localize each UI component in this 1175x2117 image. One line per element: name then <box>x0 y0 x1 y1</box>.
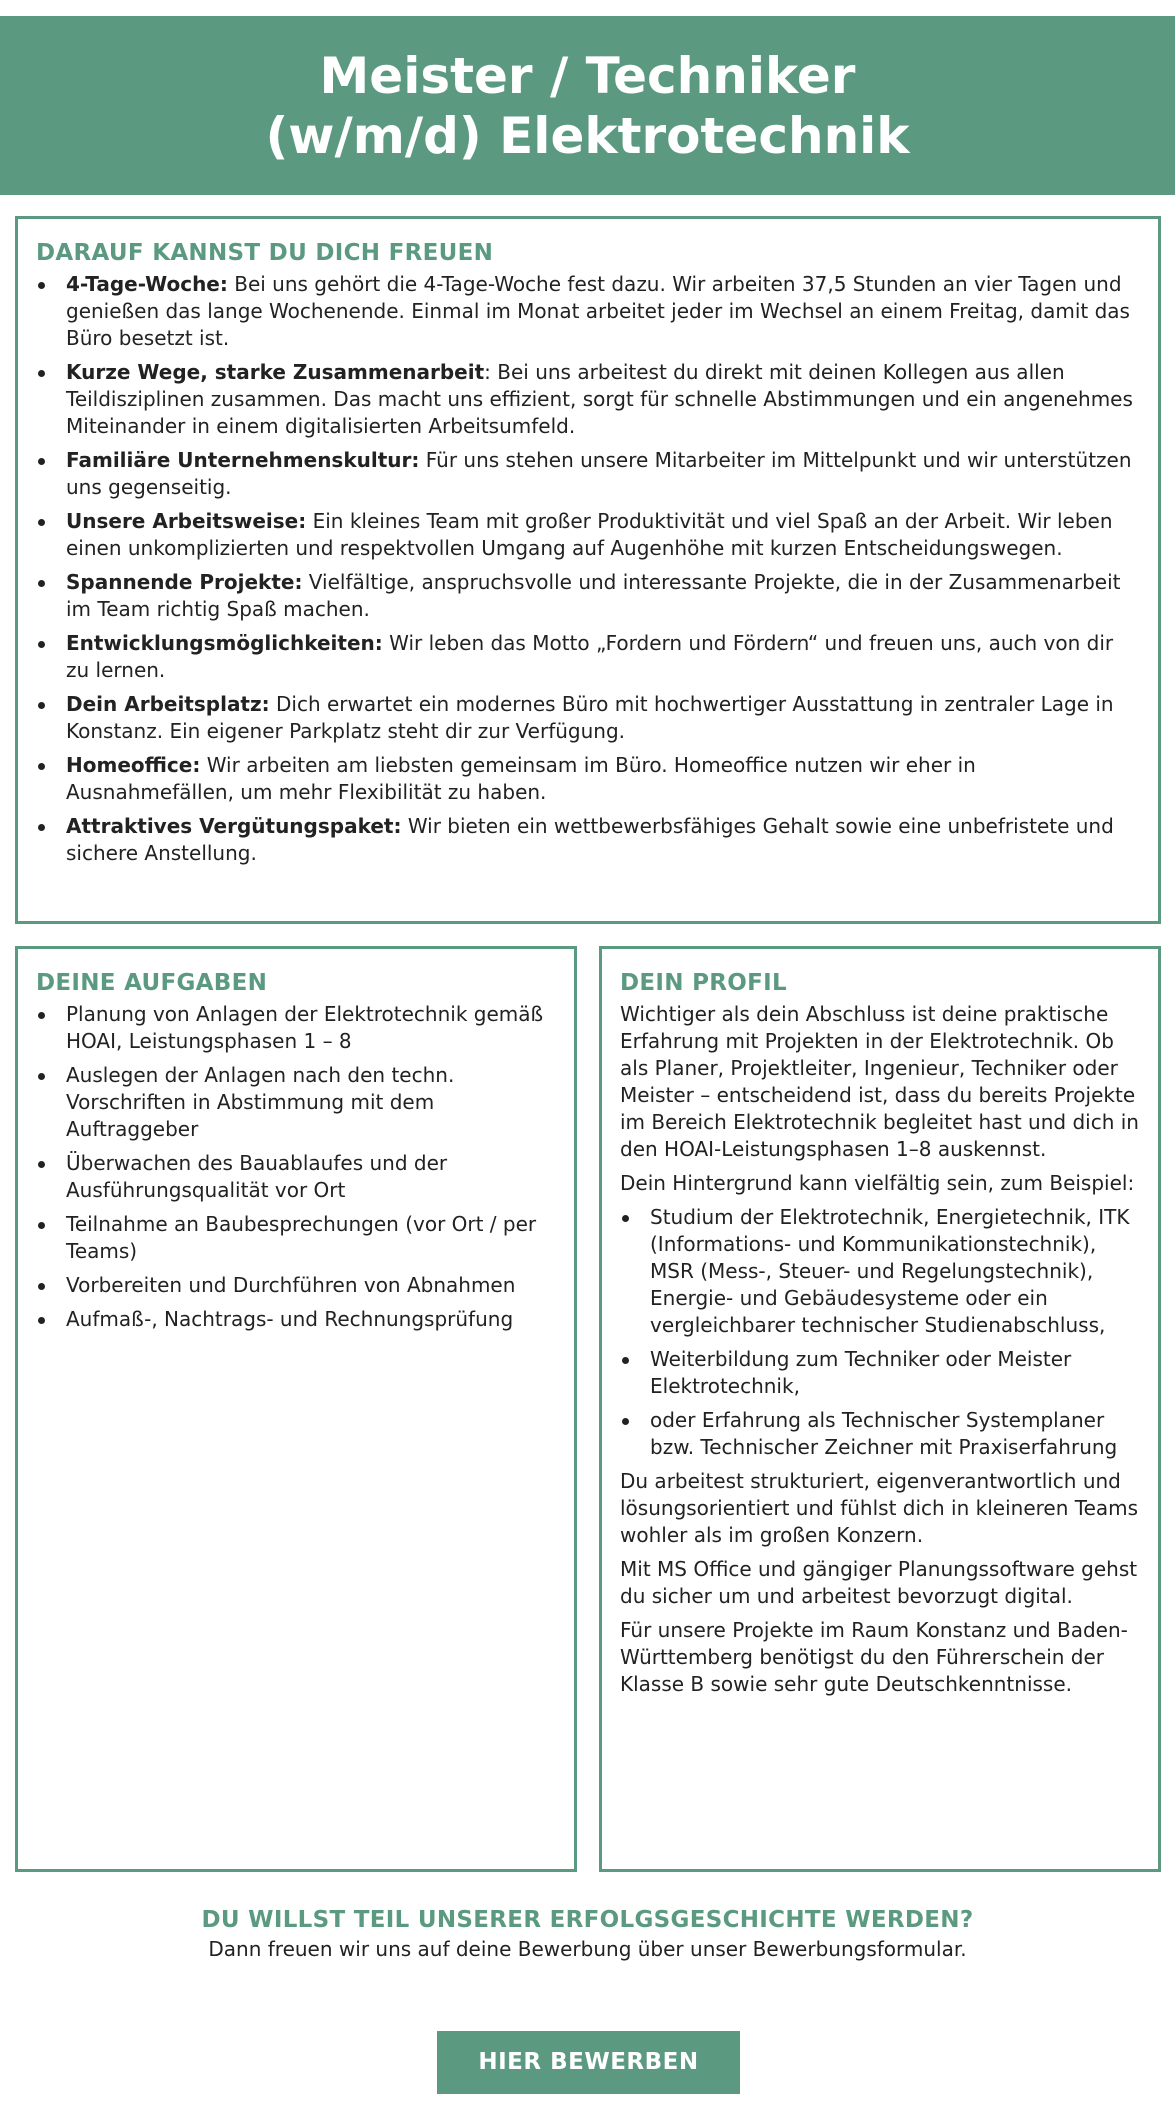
task-item: Planung von Anlagen der Elektrotechnik gemäß HOAI, Leistungsphasen 1 – 8 <box>36 1001 556 1055</box>
task-item: Auslegen der Anlagen nach den techn. Vorschriften in Abstimmung mit dem Auftraggeber <box>36 1062 556 1143</box>
task-item: Überwachen des Bauablaufes und der Ausführungsqualität vor Ort <box>36 1150 556 1204</box>
profile-list <box>620 1204 1140 1461</box>
benefit-item: Dein Arbeitsplatz: Dich erwartet ein modernes Büro mit hochwertiger Ausstattung in zentraler Lage in Konstanz. Ein eigener Parkplatz steht dir zur Verfügung. <box>36 691 1140 745</box>
benefit-item: Homeoffice: Wir arbeiten am liebsten gemeinsam im Büro. Homeoffice nutzen wir eher in Ausnahmefällen, um mehr Flexibilität zu haben. <box>36 752 1140 806</box>
profile-intro: Wichtiger als dein Abschluss ist deine praktische Erfahrung mit Projekten in der Elektrotechnik. Ob als Planer, Projektleiter, Ingenieur, Techniker oder Meister – entscheidend ist, dass du bereits Projekte im Bereich Elektrotechnik begleitet hast und dich in den HOAI-Leistungsphasen 1–8 auskennst. <box>620 1002 1139 1161</box>
profile-background-intro: Dein Hintergrund kann vielfältig sein, zum Beispiel: <box>620 1171 1135 1195</box>
benefit-item: Spannende Projekte: Vielfältige, anspruchsvolle und interessante Projekte, die in der Zusammenarbeit im Team richtig Spaß machen. <box>36 569 1140 623</box>
benefits-heading: DARAUF KANNST DU DICH FREUEN <box>36 240 494 266</box>
cta-subtext: Dann freuen wir uns auf deine Bewerbung über unser Bewerbungsformular. <box>208 1937 967 1961</box>
cta-heading: DU WILLST TEIL UNSERER ERFOLGSGESCHICHTE WERDEN? <box>201 1907 974 1933</box>
profile-item: oder Erfahrung als Technischer Systemplaner bzw. Technischer Zeichner mit Praxiserfahrung <box>620 1407 1140 1461</box>
benefit-item: Unsere Arbeitsweise: Ein kleines Team mit großer Produktivität und viel Spaß an der Arbeit. Wir leben einen unkomplizierten und respektvollen Umgang auf Augenhöhe mit kurzen Entscheidungswegen. <box>36 508 1140 562</box>
benefit-item: Kurze Wege, starke Zusammenarbeit: Bei uns arbeitest du direkt mit deinen Kollegen aus allen Teildisziplinen zusammen. Das macht uns effizient, sorgt für schnelle Abstimmungen und ein angenehmes Miteinander in einem digitalisierten Arbeitsumfeld. <box>36 359 1140 440</box>
benefits-list <box>36 271 1140 867</box>
profile-item: Weiterbildung zum Techniker oder Meister Elektrotechnik, <box>620 1346 1140 1400</box>
tasks-heading: DEINE AUFGABEN <box>36 970 268 996</box>
benefit-item: Familiäre Unternehmenskultur: Für uns stehen unsere Mitarbeiter im Mittelpunkt und wir unterstützen uns gegenseitig. <box>36 447 1140 501</box>
page-header <box>0 16 1175 195</box>
profile-item: Studium der Elektrotechnik, Energietechnik, ITK (Informations- und Kommunikationstechnik), MSR (Mess-, Steuer- und Regelungstechnik), Energie- und Gebäudesysteme oder ein vergleichbarer technischer Studienabschluss, <box>620 1204 1140 1339</box>
benefit-item: 4-Tage-Woche: Bei uns gehört die 4-Tage-Woche fest dazu. Wir arbeiten 37,5 Stunden an vier Tagen und genießen das lange Wochenende. Einmal im Monat arbeitet jeder im Wechsel an einem Freitag, damit das Büro besetzt ist. <box>36 271 1140 352</box>
cta-section <box>0 1905 1175 1963</box>
benefit-item: Entwicklungsmöglichkeiten: Wir leben das Motto „Fordern und Fördern“ und freuen uns, auch von dir zu lernen. <box>36 630 1140 684</box>
profile-section <box>599 946 1161 1872</box>
benefit-item: Attraktives Vergütungspaket: Wir bieten ein wettbewerbsfähiges Gehalt sowie eine unbefristete und sichere Anstellung. <box>36 813 1140 867</box>
title-line-1: Meister / Techniker <box>319 46 856 105</box>
profile-heading: DEIN PROFIL <box>620 970 787 996</box>
tasks-list <box>36 1001 556 1333</box>
apply-button[interactable]: HIER BEWERBEN <box>437 2031 740 2094</box>
title-line-2: (w/m/d) Elektrotechnik <box>265 106 910 165</box>
tasks-section <box>15 946 577 1872</box>
task-item: Vorbereiten und Durchführen von Abnahmen <box>36 1272 556 1299</box>
page-title <box>0 46 1175 166</box>
benefits-section <box>15 216 1161 924</box>
profile-paragraph-1: Du arbeitest strukturiert, eigenverantwortlich und lösungsorientiert und fühlst dich in kleineren Teams wohler als im großen Konzern. <box>620 1469 1139 1547</box>
task-item: Aufmaß-, Nachtrags- und Rechnungsprüfung <box>36 1306 556 1333</box>
profile-paragraph-3: Für unsere Projekte im Raum Konstanz und Baden-Württemberg benötigst du den Führerschein der Klasse B sowie sehr gute Deutschkenntnisse. <box>620 1618 1128 1696</box>
profile-paragraph-2: Mit MS Office und gängiger Planungssoftware gehst du sicher um und arbeitest bevorzugt digital. <box>620 1557 1138 1608</box>
task-item: Teilnahme an Baubesprechungen (vor Ort / per Teams) <box>36 1211 556 1265</box>
